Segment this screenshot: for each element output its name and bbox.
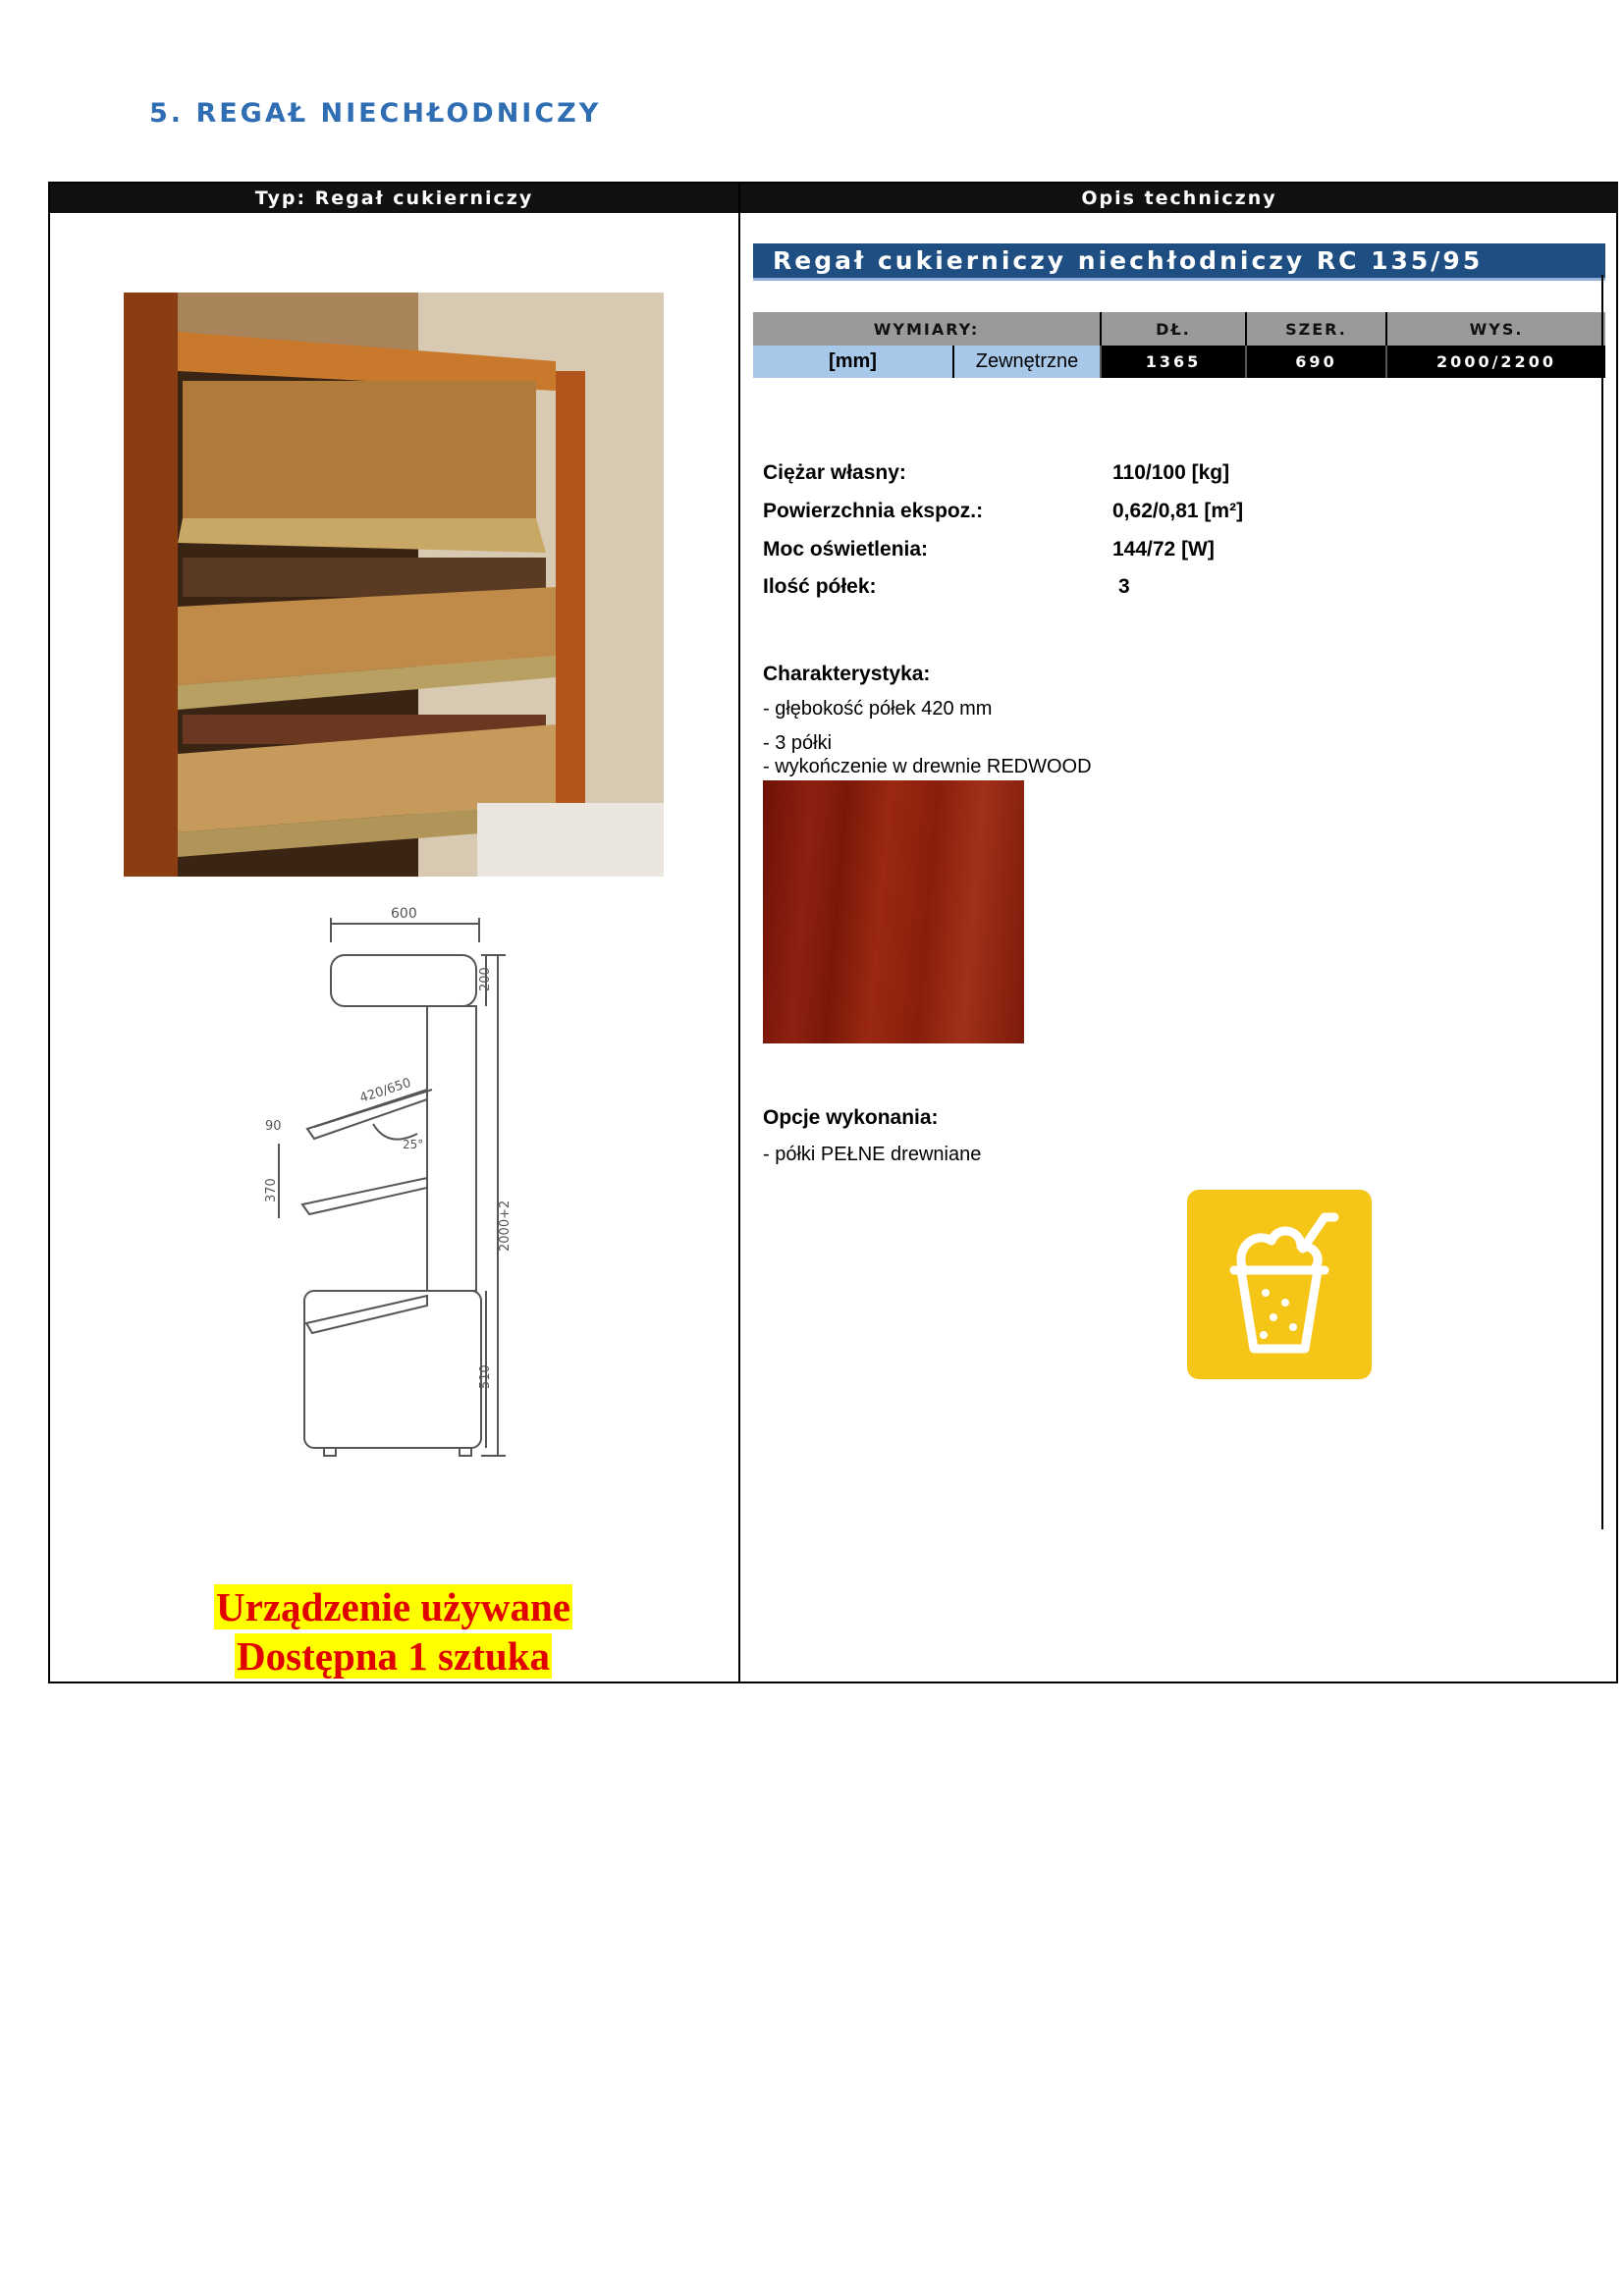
used-note-line-1: Urządzenie używane: [216, 1584, 570, 1629]
column-divider: [738, 184, 740, 1682]
spec-value: 0,62/0,81 [m²]: [1112, 500, 1244, 522]
dimensions-header: WYMIARY:: [753, 312, 1101, 346]
right-border-line: [1601, 275, 1603, 1529]
value-width: 690: [1246, 346, 1386, 378]
col-length: DŁ.: [1101, 312, 1246, 346]
left-column-header: Typ: Regał cukierniczy: [50, 184, 738, 213]
spec-label: Ilość półek:: [763, 575, 877, 598]
dim-top: 200: [478, 967, 493, 991]
spec-label: Moc oświetlenia:: [763, 538, 929, 561]
value-length: 1365: [1101, 346, 1246, 378]
dimensions-unit: [mm]: [753, 346, 953, 378]
dim-lip: 90: [265, 1119, 282, 1134]
product-title: Regał cukierniczy niechłodniczy RC 135/95: [753, 243, 1605, 281]
dim-shelf-depth: 420/650: [357, 1075, 413, 1106]
value-height: 2000/2200: [1386, 346, 1605, 378]
dim-shelf-gap: 370: [264, 1178, 279, 1202]
used-note-line-2: Dostępna 1 sztuka: [237, 1633, 550, 1679]
redwood-finish-swatch: [763, 780, 1024, 1043]
dimensions-row-label: Zewnętrzne: [953, 346, 1101, 378]
used-device-note: [48, 1582, 738, 1681]
spec-value: 144/72 [W]: [1112, 538, 1215, 561]
section-title: 5. REGAŁ NIECHŁODNICZY: [149, 98, 602, 129]
characteristics-heading: Charakterystyka:: [763, 663, 931, 685]
right-column-header: Opis techniczny: [740, 184, 1618, 213]
characteristic-item: - głębokość półek 420 mm: [763, 698, 993, 720]
technical-drawing: [255, 898, 550, 1507]
col-height: WYS.: [1386, 312, 1605, 346]
col-width: SZER.: [1246, 312, 1386, 346]
drink-cup-icon: [1187, 1190, 1372, 1379]
characteristic-item: - wykończenie w drewnie REDWOOD: [763, 756, 1092, 777]
spec-label: Ciężar własny:: [763, 461, 906, 484]
spec-label: Powierzchnia ekspoz.:: [763, 500, 984, 522]
dim-width: 600: [391, 906, 417, 922]
dimensions-table: [753, 312, 1605, 378]
characteristic-item: - 3 półki: [763, 732, 833, 754]
product-photo: [124, 293, 664, 877]
options-heading: Opcje wykonania:: [763, 1106, 939, 1129]
dim-total-height: 2000+2: [498, 1200, 513, 1252]
option-item: - półki PEŁNE drewniane: [763, 1144, 982, 1165]
spec-value: 110/100 [kg]: [1112, 461, 1230, 484]
dim-base: 510: [478, 1364, 493, 1389]
spec-value: 3: [1118, 575, 1130, 598]
dim-angle: 25°: [403, 1138, 424, 1151]
